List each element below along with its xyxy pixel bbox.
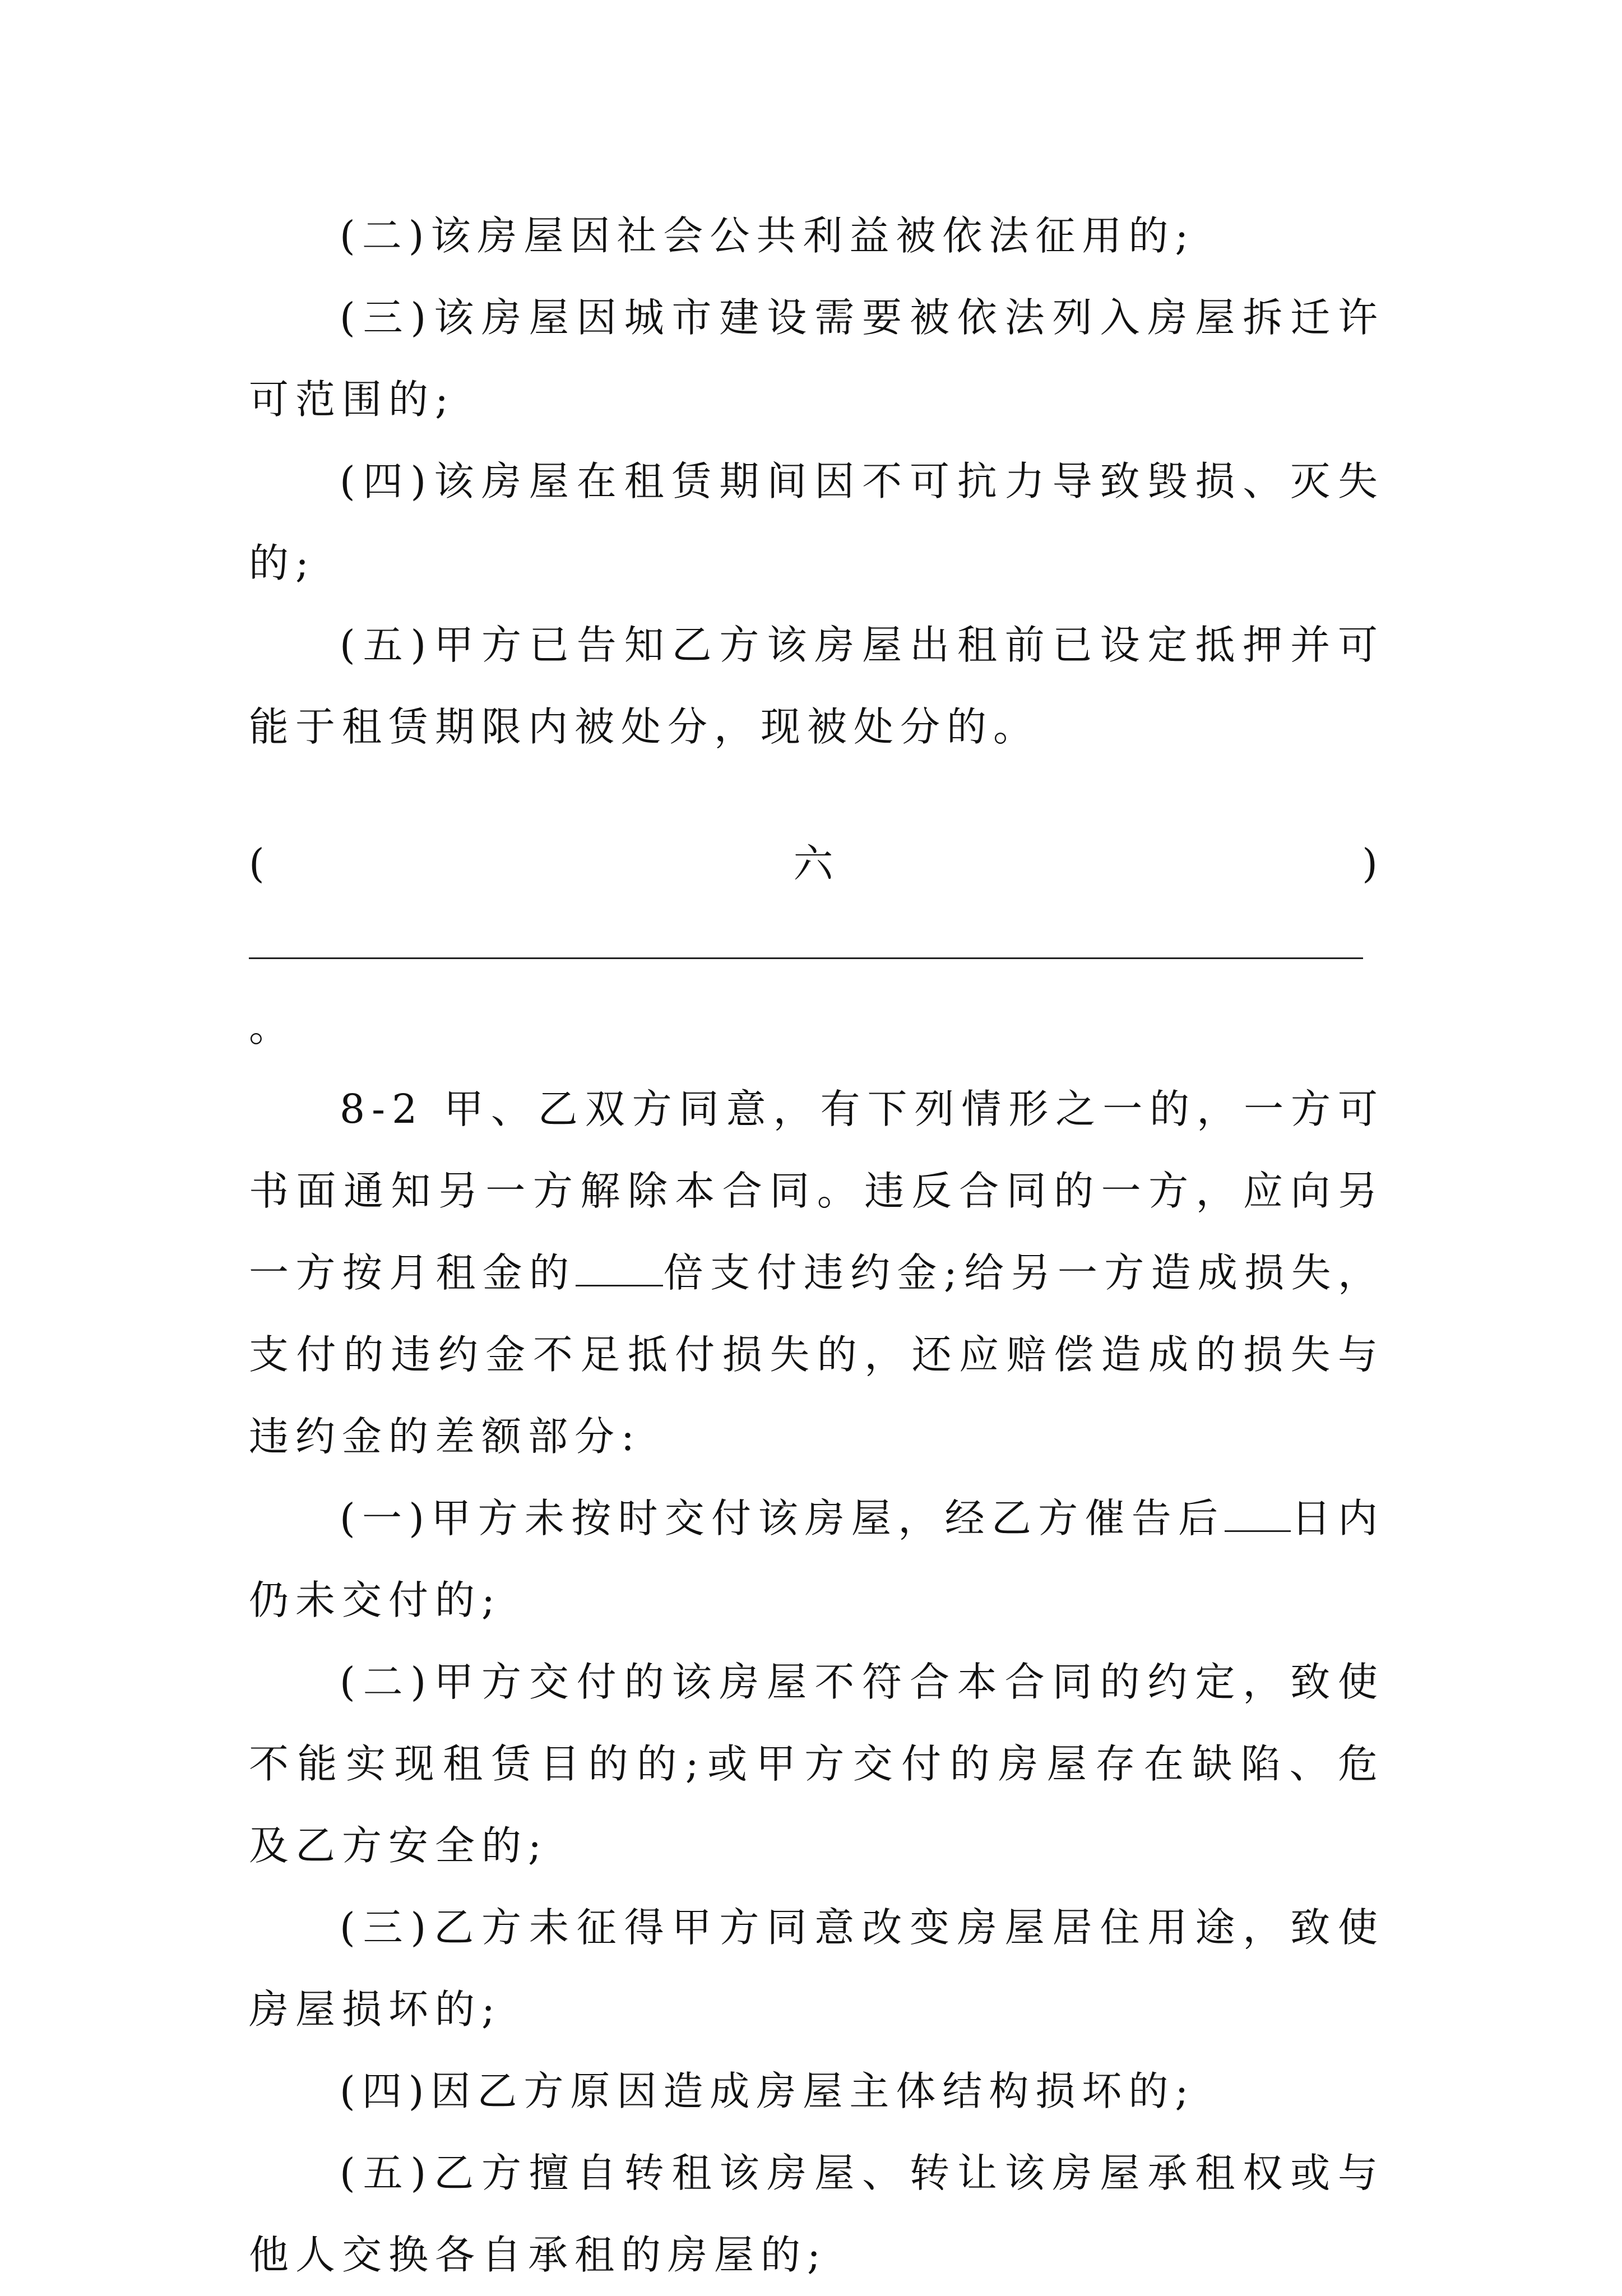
clause-text: 8-2 甲、乙双方同意，有下列情形之一的，一方可书面通知另一方解除本合同。违反合同的一方，应向另一方按月租金的	[249, 1086, 1384, 1296]
clause-paragraph: (二)甲方交付的该房屋不符合本合同的约定，致使不能实现租赁目的的;或甲方交付的房屋存在缺陷、危及乙方安全的;	[249, 1659, 1384, 1869]
clause-paragraph: (四)因乙方原因造成房屋主体结构损坏的;	[340, 2068, 1195, 2114]
clause-text: (一)甲方未按时交付该房屋，经乙方催告后	[340, 1495, 1225, 1542]
fill-in-blank	[249, 923, 1303, 959]
clause-paragraph: (五)甲方已告知乙方该房屋出租前已设定抵押并可能于租赁期限内被处分，现被处分的。	[249, 622, 1384, 750]
clause-paragraph: (二)该房屋因社会公共利益被依法征用的;	[340, 212, 1195, 259]
clause-paragraph	[249, 1068, 1384, 1478]
clause-paragraph: (三)该房屋因城市建设需要被依法列入房屋拆迁许可范围的;	[249, 294, 1384, 423]
fill-in-blank	[576, 1250, 663, 1286]
fill-in-blank	[1303, 923, 1363, 959]
clause-paragraph	[249, 1478, 1384, 1641]
clause-paragraph: (四)该房屋在租赁期间因不可抗力导致毁损、灭失的;	[249, 458, 1384, 586]
clause-suffix: 。	[249, 1004, 296, 1050]
clause-paragraph: (三)乙方未征得甲方同意改变房屋居住用途，致使房屋损坏的;	[249, 1904, 1384, 2033]
clause-paragraph-blank	[249, 823, 1384, 1068]
clause-text: 倍支付违约金;给另一方造成损失，支付的违约金不足抵付损失的，还应赔偿造成的损失与违约金的差额部分:	[249, 1249, 1384, 1460]
clause-label: (六)	[249, 840, 1384, 887]
clause-text: 日内仍未交付的;	[249, 1495, 1384, 1623]
document-body	[249, 195, 1384, 2296]
fill-in-blank	[1225, 1496, 1291, 1532]
clause-paragraph: (五)乙方擅自转租该房屋、转让该房屋承租权或与他人交换各自承租的房屋的;	[249, 2150, 1384, 2278]
